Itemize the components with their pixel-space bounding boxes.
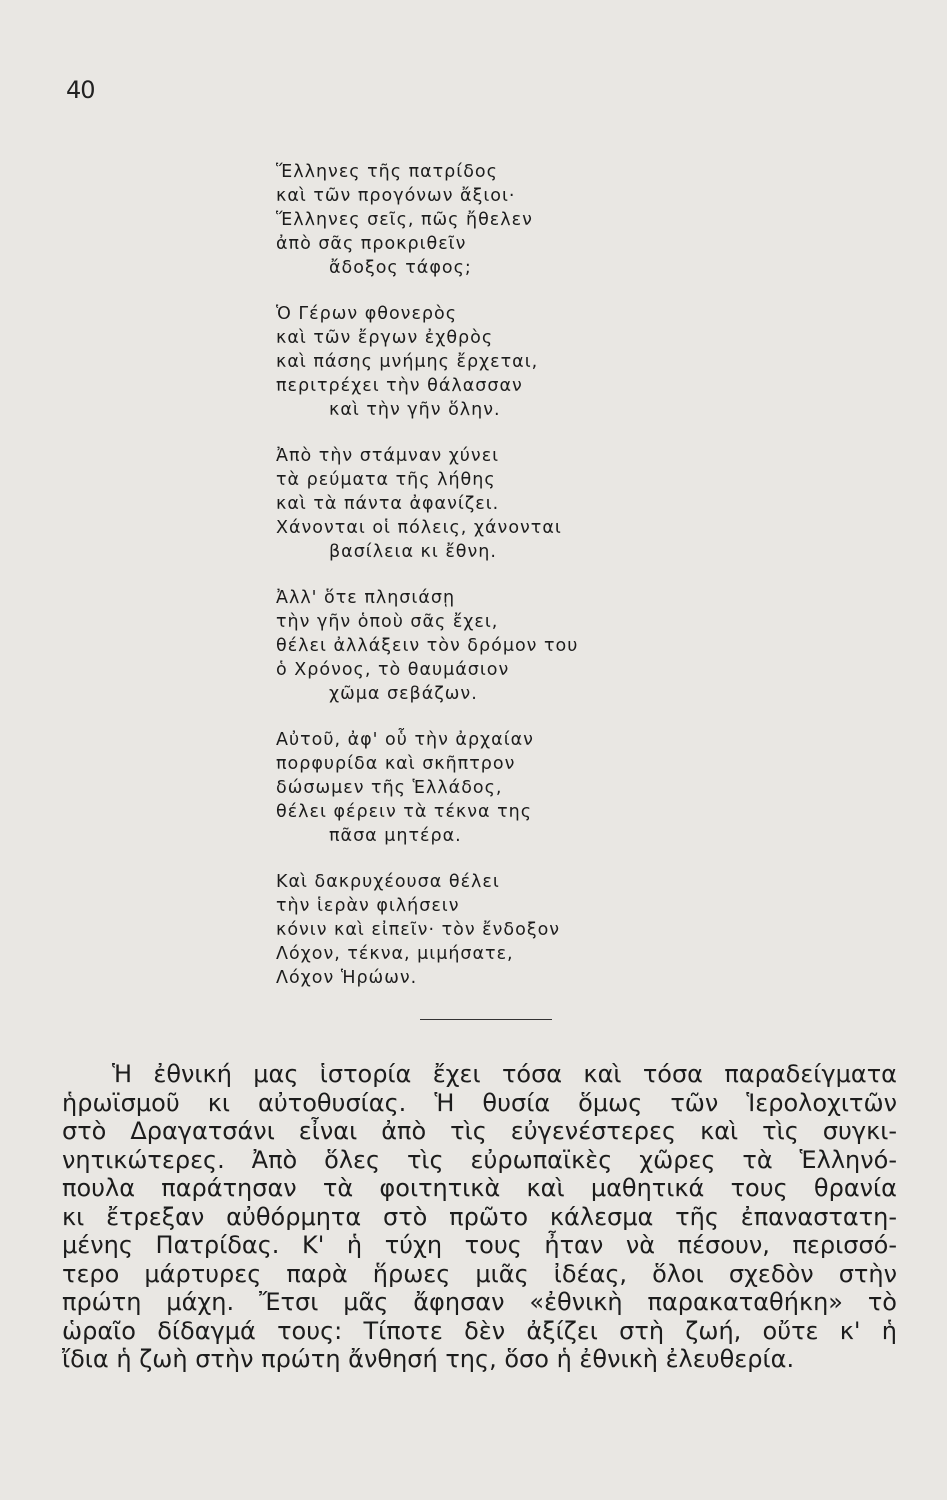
- poem-line: βασίλεια κι ἔθνη.: [329, 542, 497, 562]
- prose-line: κι ἔτρεξαν αὐθόρμητα στὸ πρῶτο κάλεσμα τῆς ἐπαναστατη-: [62, 1202, 897, 1231]
- poem-line: πορφυρίδα καὶ σκῆπτρον: [276, 754, 516, 774]
- poem-line: Καὶ δακρυχέουσα θέλει: [276, 872, 500, 892]
- poem-stanza: [276, 728, 776, 848]
- poem-line: Ἀπὸ τὴν στάμναν χύνει: [276, 446, 500, 466]
- poem-line: Αὐτοῦ, ἀφ' οὗ τὴν ἀρχαίαν: [276, 730, 534, 750]
- poem-line: ἄδοξος τάφος;: [329, 258, 472, 278]
- poem-line: ὁ Χρόνος, τὸ θαυμάσιον: [276, 660, 510, 680]
- poem: [276, 160, 776, 1012]
- poem-line: τὴν γῆν ὁποὺ σᾶς ἔχει,: [276, 612, 499, 632]
- poem-line: τὰ ρεύματα τῆς λήθης: [276, 470, 496, 490]
- poem-line: πᾶσα μητέρα.: [329, 826, 462, 846]
- poem-stanza: [276, 160, 776, 280]
- prose-line: τερο μάρτυρες παρὰ ἥρωες μιᾶς ἰδέας, ὅλοι σχεδὸν στὴν: [62, 1259, 897, 1288]
- prose-line: ἴδια ἡ ζωὴ στὴν πρώτη ἄνθησή της, ὅσο ἡ ἐθνικὴ ἐλευθερία.: [62, 1345, 795, 1373]
- prose-line: ἡρωϊσμοῦ κι αὐτοθυσίας. Ἡ θυσία ὅμως τῶν Ἱερολοχιτῶν: [62, 1088, 897, 1117]
- poem-line: Ἕλληνες τῆς πατρίδος: [276, 162, 498, 182]
- prose-line: πρώτη μάχη. Ἔτσι μᾶς ἄφησαν «ἐθνικὴ παρακαταθήκη» τὸ: [62, 1288, 897, 1316]
- poem-line: καὶ πάσης μνήμης ἔρχεται,: [276, 352, 539, 372]
- section-divider: [420, 1019, 552, 1020]
- prose-line: Ἡ ἐθνική μας ἱστορία ἔχει τόσα καὶ τόσα παραδείγματα: [112, 1060, 897, 1088]
- page-number: 40: [66, 76, 95, 104]
- poem-line: καὶ τὰ πάντα ἀφανίζει.: [276, 494, 500, 514]
- poem-line: περιτρέχει τὴν θάλασσαν: [276, 376, 523, 396]
- poem-line: τὴν ἱερὰν φιλήσειν: [276, 896, 460, 916]
- poem-line: καὶ τὴν γῆν ὅλην.: [329, 400, 501, 420]
- poem-line: κόνιν καὶ εἰπεῖν· τὸν ἔνδοξον: [276, 920, 561, 940]
- poem-line: θέλει φέρειν τὰ τέκνα της: [276, 802, 533, 822]
- poem-stanza: [276, 444, 776, 564]
- poem-stanza: [276, 586, 776, 706]
- prose-paragraph: [62, 1060, 897, 1374]
- poem-line: ἀπὸ σᾶς προκριθεῖν: [276, 234, 467, 254]
- prose-line: νητικώτερες. Ἀπὸ ὅλες τὶς εὐρωπαϊκὲς χῶρες τὰ Ἑλληνό-: [62, 1145, 897, 1174]
- poem-line: Ὁ Γέρων φθονερὸς: [276, 304, 457, 324]
- poem-line: Χάνονται οἱ πόλεις, χάνονται: [276, 518, 562, 538]
- poem-line: Λόχον, τέκνα, μιμήσατε,: [276, 944, 514, 964]
- poem-line: Ἕλληνες σεῖς, πῶς ἤθελεν: [276, 210, 533, 230]
- poem-stanza: [276, 870, 776, 990]
- poem-line: Ἀλλ' ὅτε πλησιάσῃ: [276, 588, 456, 608]
- poem-line: Λόχον Ἡρώων.: [276, 968, 418, 988]
- poem-line: καὶ τῶν προγόνων ἄξιοι·: [276, 186, 516, 206]
- prose-line: στὸ Δραγατσάνι εἶναι ἀπὸ τὶς εὐγενέστερες καὶ τὶς συγκι-: [62, 1117, 897, 1145]
- poem-stanza: [276, 302, 776, 422]
- poem-line: καὶ τῶν ἔργων ἐχθρὸς: [276, 328, 494, 348]
- prose-line: ὡραῖο δίδαγμά τους: Τίποτε δὲν ἀξίζει στὴ ζωή, οὔτε κ' ἡ: [62, 1316, 897, 1345]
- prose-line: μένης Πατρίδας. Κ' ἡ τύχη τους ἦταν νὰ πέσουν, περισσό-: [62, 1231, 897, 1259]
- prose-line: πουλα παράτησαν τὰ φοιτητικὰ καὶ μαθητικά τους θρανία: [62, 1174, 897, 1202]
- poem-line: θέλει ἀλλάξειν τὸν δρόμον του: [276, 636, 579, 656]
- poem-line: δώσωμεν τῆς Ἑλλάδος,: [276, 778, 503, 798]
- poem-line: χῶμα σεβάζων.: [329, 684, 478, 704]
